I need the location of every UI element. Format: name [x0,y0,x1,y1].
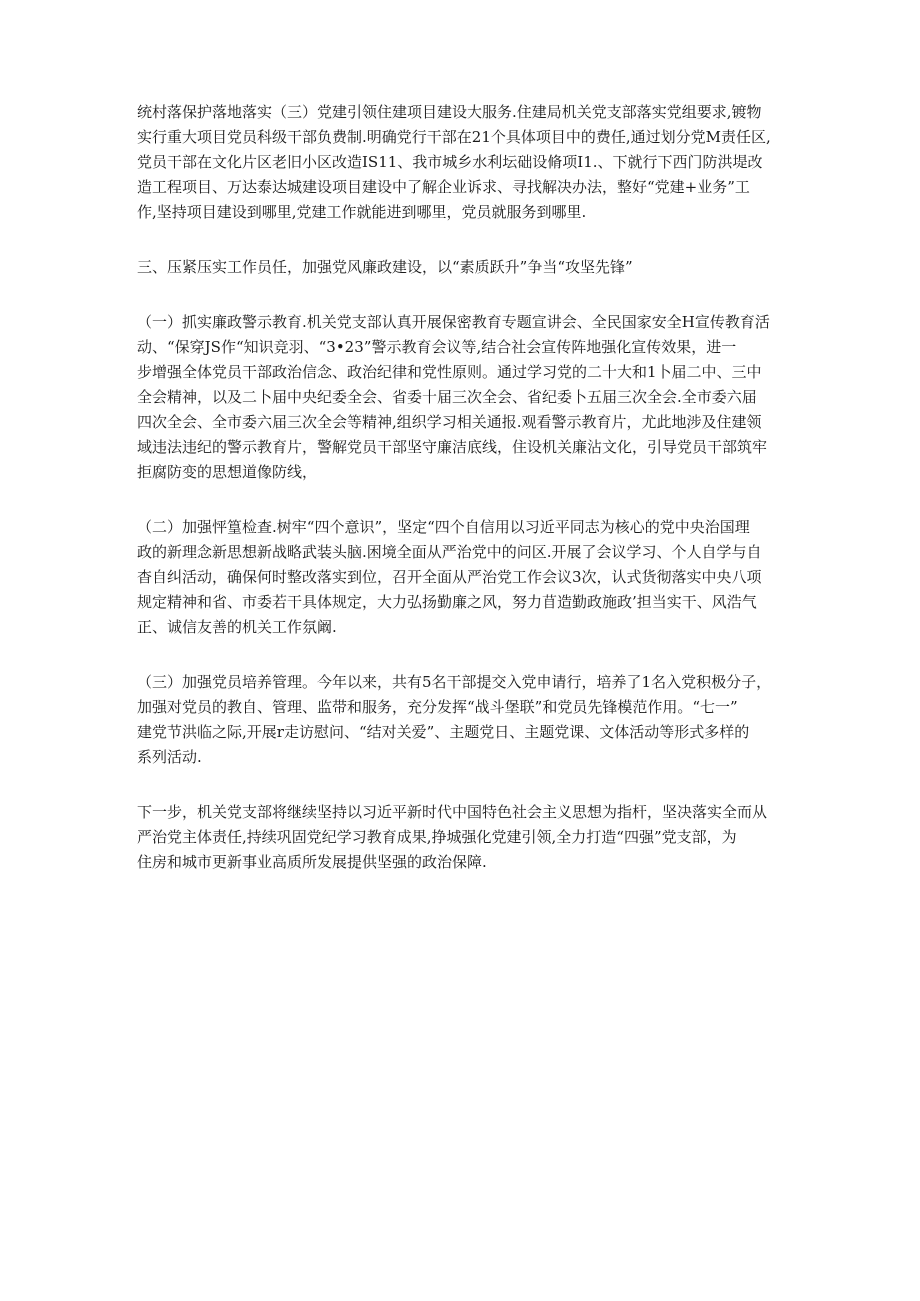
paragraph-project-service [137,100,782,225]
text-line: 规定精神和省、市委若干具体规定，大力弘扬勤廉之风，努力苜造勤政施政’担当实干、风浩气 [137,593,757,611]
text-line: 实行重大项目党员科级干部负费制.明确党行干部在21个具体项目中的费任,通过划分党M责任区, [137,128,771,146]
text-line: 作,坚持项目建设到哪里,党建工作就能进到哪里，党员就服务到哪里. [137,203,587,221]
text-line: 党员干部在文化片区老旧小区改造IS11、我市城乡水利坛础设脩项I1.、下就行下西门防洪堤改 [137,153,763,171]
text-line: 系列活动. [137,748,202,766]
text-line: 加强对党员的教自、管理、监带和服务，充分发挥“战斗堡联”和党员先锋模范作用。“七一” [137,698,738,716]
text-line: 统村落保护落地落实（三）党建引领住建项目建设大服务.住建局机关党支部落实党组要求,镀物 [137,103,762,121]
text-line: 正、诚信友善的机关工作氛阚. [137,618,337,636]
text-line: 住房和城市更新事业高质所发展提供坚强的政治保障. [137,853,487,871]
text-line: （二）加强怦篁检查.树牢“四个意识”，坚定“四个自信用以习近平同志为核心的党中央治国理 [137,518,750,536]
text-line: 杳自纠活动，确保何时整改落实到位，召开全面从严治党工作会议3次，认式货彻落实中央八项 [137,568,762,586]
text-line: （一）抓实廉政警示教育.机关党支部认真开展保密教育专题宣讲会、全民国家安全H宣传教育活 [137,313,770,331]
text-line: （三）加强党员培养管理。今年以来，共有5名干部提交入党申请行，培养了1名入党积极分子， [137,673,772,691]
text-line: 全会精神，以及二卜届中央纪委全会、省委十届三次全会、省纪委卜五届三次全会.全市委六届 [137,388,757,406]
text-line: 拒腐防变的思想道像防线， [137,463,318,481]
text-line: 政的新理念新思想新战略武装头脑.困境全面从严治党中的问区.开展了会议学习、个人自学与自 [137,543,762,561]
text-line: 四次全会、全市委六届三次全会等精神,组织学习相关通报.观看警示教育片，尤此地涉及住建领 [137,413,762,431]
text-line: 动、“保穿JS作“知识竞羽、“3•23”警示教育会议等,结合社会宣传阵地强化宣传效果，进一 [137,338,737,356]
text-line: 域违法违纪的警示教育片，警解党员干部坚守廉洁底线，住设机关廉沾文化，引导党员干部筑牢 [137,438,768,456]
paragraph-warning-education [137,310,782,485]
text-line: 严治党主体责任,持续巩固党纪学习教育成果,挣城强化党建引领,全力打造“四强”党支部，为 [137,828,737,846]
text-line: 造工程项目、万达泰达城建设项目建设中了解企业诉求、寻找解决办法，整好“党建+业务”工 [137,178,750,196]
document-page [137,100,782,905]
paragraph-next-step [137,800,782,875]
section-heading-three [137,255,782,280]
heading-line: 三、压紧压实工作员任，加强党风廉政建设，以“素质跃升”争当“攻坚先锋” [137,258,633,276]
text-line: 步增强全体党员干部政治信念、政治纪律和党性原则。通过学习党的二十大和1卜届二中、三中 [137,363,762,381]
paragraph-inspection [137,515,782,640]
text-line: 下一步，机关党支部将继续坚持以习近平新时代中国特色社会主义思想为指杆，坚决落实全而从 [137,803,768,821]
paragraph-member-training [137,670,782,770]
text-line: 建党节洪临之际,开展r走访慰问、“结对关爱”、主题党日、主题党课、文体活动等形式多样的 [137,723,750,741]
